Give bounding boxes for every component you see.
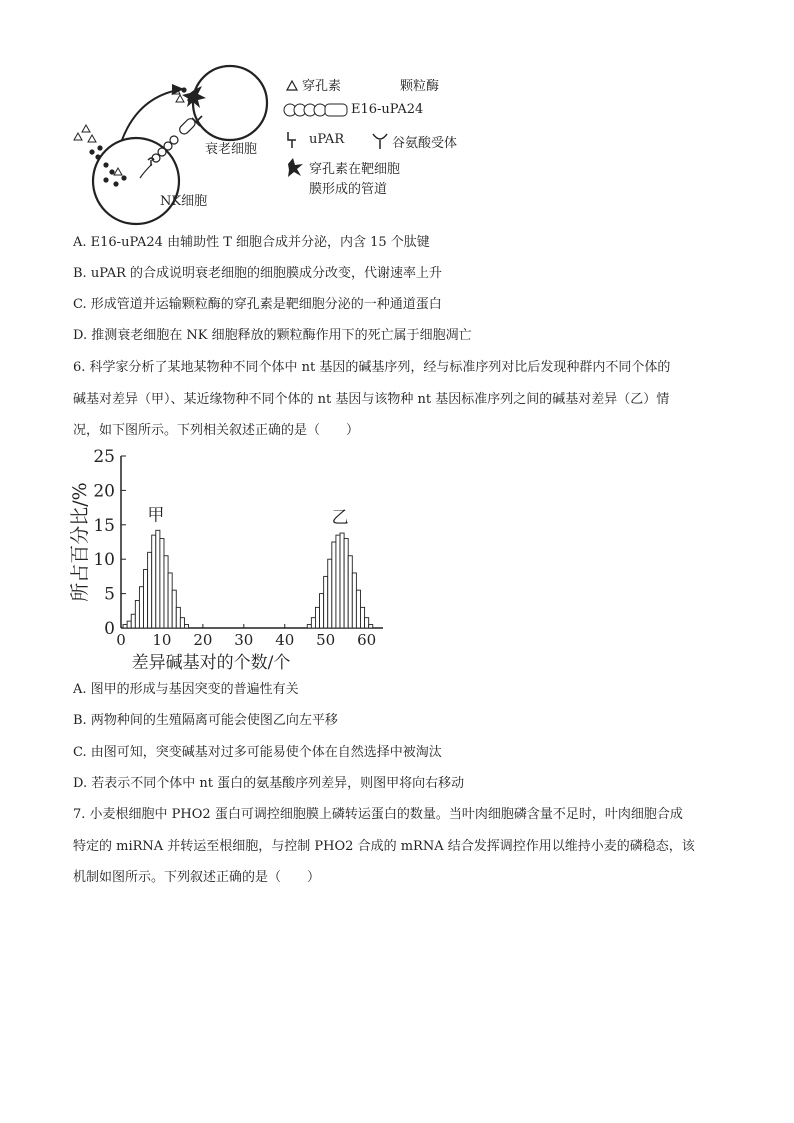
legend-e16-upa24: E16-uPA24 xyxy=(351,102,424,117)
q7-stem-line3: 机制如图所示。下列叙述正确的是（ ） xyxy=(73,870,321,885)
y-tick-label: 25 xyxy=(93,448,115,467)
y-tick-label: 20 xyxy=(93,481,115,502)
histogram-bar xyxy=(348,556,352,628)
histogram-bar xyxy=(131,614,135,628)
q6-option-c: C. 由图可知，突变碱基对过多可能易使个体在自然选择中被淘汰 xyxy=(73,745,442,760)
legend-upar: uPAR xyxy=(309,132,345,147)
histogram-bar xyxy=(352,573,356,628)
y-tick-label: 15 xyxy=(93,515,115,536)
histogram-bar xyxy=(365,618,369,628)
histogram-bar xyxy=(172,590,176,628)
senescent-cell-circle xyxy=(193,66,267,140)
x-tick-label: 40 xyxy=(275,631,295,649)
perforin-triangles-icon xyxy=(74,87,184,175)
histogram-bar xyxy=(184,625,188,628)
histogram-bar xyxy=(168,573,172,628)
histogram-bar xyxy=(152,535,156,628)
x-tick-label: 0 xyxy=(116,631,126,649)
x-tick-label: 60 xyxy=(357,631,377,649)
histogram-bar xyxy=(123,625,127,628)
histogram-bar xyxy=(164,556,168,628)
histogram-bar xyxy=(332,542,336,628)
legend-perforin: 穿孔素 xyxy=(302,79,342,94)
q6-option-d: D. 若表示不同个体中 nt 蛋白的氨基酸序列差异，则图甲将向右移动 xyxy=(73,776,465,791)
q5-option-d: D. 推测衰老细胞在 NK 细胞释放的颗粒酶作用下的死亡属于细胞凋亡 xyxy=(73,328,472,343)
x-tick-label: 10 xyxy=(152,631,172,649)
histogram-bar xyxy=(160,539,164,628)
histogram-bar xyxy=(328,559,332,628)
upar-legend-icon xyxy=(288,132,296,148)
legend-channel-line2: 膜形成的管道 xyxy=(309,182,388,197)
histogram-bar xyxy=(369,625,373,628)
histogram-bar xyxy=(176,607,180,628)
glutamate-legend-icon xyxy=(370,130,390,150)
q5-option-b: B. uPAR 的合成说明衰老细胞的细胞膜成分改变，代谢速率上升 xyxy=(73,266,443,281)
histogram-bar xyxy=(148,552,152,628)
y-tick-label: 10 xyxy=(93,550,115,571)
legend-granzyme: 颗粒酶 xyxy=(400,79,440,94)
q6-stem-line2: 碱基对差异（甲）、某近缘物种不同个体的 nt 基因与该物种 nt 基因标准序列之间的碱基对差异（乙）情 xyxy=(73,392,670,407)
y-axis-label: 所占百分比/% xyxy=(69,482,91,602)
legend-channel-line1: 穿孔素在靶细胞 xyxy=(309,162,401,177)
histogram-bar xyxy=(180,618,184,628)
q6-stem-line1: 6. 科学家分析了某地某物种不同个体中 nt 基因的碱基序列，经与标准序列对比后发现种群内不同个体的 xyxy=(73,360,671,375)
e16-upa24-chain-icon xyxy=(152,117,197,162)
histogram-bar xyxy=(135,600,139,628)
q6-stem-line3: 况，如下图所示。下列相关叙述正确的是（ ） xyxy=(73,423,360,438)
chain-legend-icon xyxy=(284,104,347,116)
senescent-cell-label: 衰老细胞 xyxy=(205,142,258,157)
histogram-bar xyxy=(320,594,324,628)
q6-option-a: A. 图甲的形成与基因突变的普遍性有关 xyxy=(73,682,299,697)
histogram-bar xyxy=(344,539,348,628)
histogram-bar xyxy=(340,533,344,628)
x-tick-label: 20 xyxy=(193,631,213,649)
histogram-bar xyxy=(311,618,315,628)
star-legend-icon xyxy=(288,158,303,177)
q6-option-b: B. 两物种间的生殖隔离可能会使图乙向左平移 xyxy=(73,713,338,728)
histogram-bar xyxy=(360,607,364,628)
histogram-bar xyxy=(139,587,143,628)
x-tick-label: 30 xyxy=(234,631,254,649)
x-axis-label: 差异碱基对的个数/个 xyxy=(131,653,291,673)
histogram-bar xyxy=(356,590,360,628)
q7-stem-line2: 特定的 miRNA 并转运至根细胞，与控制 PHO2 合成的 mRNA 结合发挥调控作用以维持小麦的磷稳态，该 xyxy=(73,839,695,854)
y-tick-label: 0 xyxy=(104,619,115,639)
x-tick-label: 50 xyxy=(316,631,336,649)
series-label: 乙 xyxy=(331,508,349,529)
histogram-bar xyxy=(336,535,340,628)
nk-cell-label: NK细胞 xyxy=(160,194,208,209)
q7-stem-line1: 7. 小麦根细胞中 PHO2 蛋白可调控细胞膜上磷转运蛋白的数量。当叶肉细胞磷含量不足时，叶肉细胞合成 xyxy=(73,807,683,822)
histogram-bar xyxy=(315,607,319,628)
histogram-bar xyxy=(307,625,311,628)
series-label: 甲 xyxy=(147,505,165,526)
histogram-bar xyxy=(127,621,131,628)
histogram-bar xyxy=(324,576,328,628)
histogram-chart xyxy=(64,448,404,674)
histogram-bar xyxy=(156,530,160,628)
histogram-bar xyxy=(144,570,148,628)
q5-option-a: A. E16-uPA24 由辅助性 T 细胞合成并分泌，内含 15 个肽键 xyxy=(73,235,430,250)
q5-option-c: C. 形成管道并运输颗粒酶的穿孔素是靶细胞分泌的一种通道蛋白 xyxy=(73,297,442,312)
legend-glutamate-receptor: 谷氨酸受体 xyxy=(392,136,458,151)
triangle-legend-icon xyxy=(287,81,297,90)
release-arrow xyxy=(122,90,178,140)
y-tick-label: 5 xyxy=(104,584,115,605)
